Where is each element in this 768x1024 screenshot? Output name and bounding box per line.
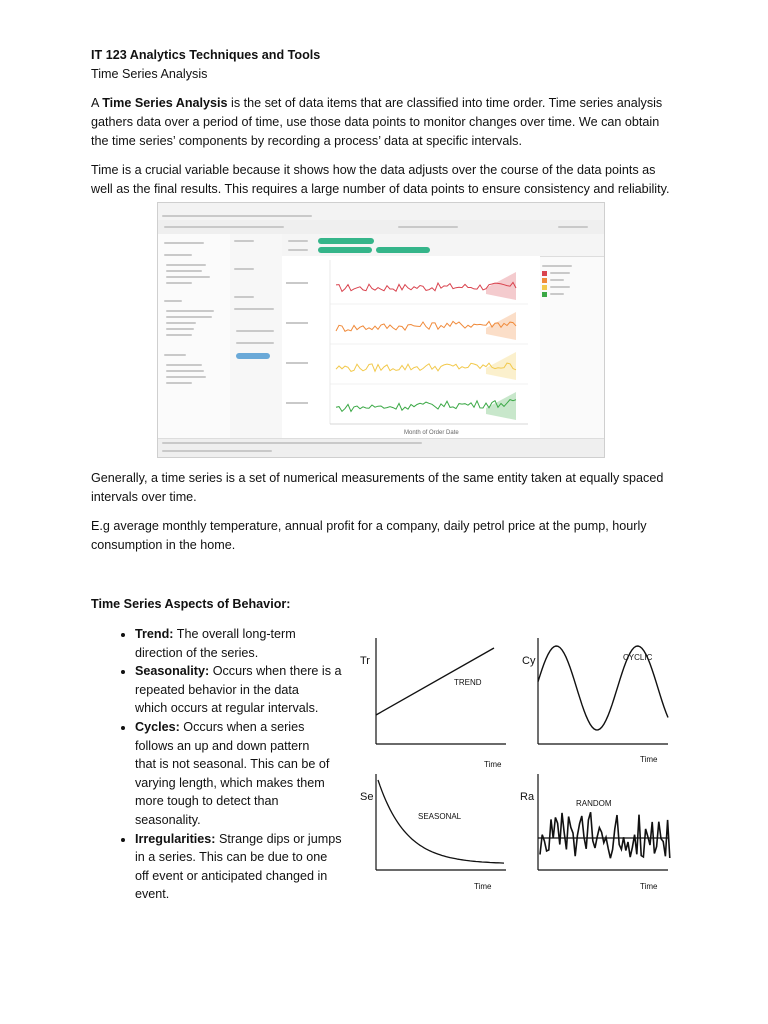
panel-label-high xyxy=(286,322,308,324)
time-line2: well as the final results. This requires a large number of data points to ensure consistency and reliability. xyxy=(91,182,670,196)
order-priority-legend xyxy=(540,263,604,303)
analytics-pane xyxy=(158,234,231,438)
document-subtitle: Time Series Analysis xyxy=(91,67,208,81)
aspect-irregularities: • Irregularities: Strange dips or jumps in a series. This can be due to one off event or anticipated changed in event. xyxy=(135,830,375,904)
marks-pane xyxy=(230,234,283,438)
legend-swatch-low xyxy=(542,292,547,297)
trend-axis-label: Tr xyxy=(360,655,370,667)
aspects-heading: Time Series Aspects of Behavior: xyxy=(91,597,291,611)
panel-label-low xyxy=(286,402,308,404)
legend-swatch-high xyxy=(542,278,547,283)
sheet-tabs-bar xyxy=(158,438,604,458)
aspect-trend: • Trend: The overall long-term direction of the series. xyxy=(135,625,375,662)
trend-label: TREND xyxy=(454,678,482,687)
intro-line3: the time series’ components by recording a process’ data at specific intervals. xyxy=(91,134,522,148)
forecast-chart xyxy=(282,256,540,438)
aspects-list xyxy=(108,625,375,904)
time-paragraph xyxy=(91,161,681,199)
legend-swatch-critical xyxy=(542,271,547,276)
random-diagram xyxy=(520,774,670,891)
intro-paragraph xyxy=(91,94,681,151)
menu-bar xyxy=(158,212,604,220)
general-line1: Generally, a time series is a set of numerical measurements of the same entity taken at equally spaced xyxy=(91,471,664,485)
example-paragraph xyxy=(91,517,681,555)
forecast-band-high xyxy=(486,312,516,340)
random-time-label: Time xyxy=(640,882,658,891)
forecast-band-critical xyxy=(486,272,516,300)
cyclic-time-label: Time xyxy=(640,755,658,764)
seasonal-diagram xyxy=(360,774,506,891)
general-paragraph xyxy=(91,469,681,507)
intro-line1-rest: is the set of data items that are classified into time order. Time series analysis xyxy=(227,96,663,110)
x-axis-label: Month of Order Date xyxy=(404,430,459,436)
course-title: IT 123 Analytics Techniques and Tools xyxy=(91,48,321,62)
aspect-seasonality: • Seasonality: Occurs when there is a repeated behavior in the data which occurs at regular intervals. xyxy=(135,662,375,718)
shelves xyxy=(282,234,604,257)
legend-swatch-medium xyxy=(542,285,547,290)
cyclic-label: CYCLIC xyxy=(623,653,653,662)
example-line1: E.g average monthly temperature, annual profit for a company, daily petrol price at the pump, hourly xyxy=(91,519,647,533)
tableau-screenshot xyxy=(157,202,605,458)
trend-diagram xyxy=(360,638,506,769)
aspect-cycles: • Cycles: Occurs when a series follows an up and down pattern that is not seasonal. This can be of varying length, which makes them more tough to detect than seasonality. xyxy=(135,718,375,830)
panel-label-critical xyxy=(286,282,308,284)
random-label: RANDOM xyxy=(576,799,612,808)
example-line2: consumption in the home. xyxy=(91,538,236,552)
toolbar xyxy=(158,220,604,235)
intro-lead: A xyxy=(91,96,103,110)
seasonal-time-label: Time xyxy=(474,882,492,891)
trend-time-label: Time xyxy=(484,760,502,769)
seasonal-axis-label: Se xyxy=(360,791,374,803)
intro-term: Time Series Analysis xyxy=(102,96,228,110)
panel-label-medium xyxy=(286,362,308,364)
cyclic-axis-label: Cy xyxy=(522,655,536,667)
window-titlebar xyxy=(158,203,604,212)
cyclic-diagram xyxy=(522,638,668,764)
seasonal-label: SEASONAL xyxy=(418,812,462,821)
behavior-diagrams xyxy=(356,612,682,904)
random-axis-label: Ra xyxy=(520,791,535,803)
intro-line2: gathers data over a period of time, use those data points to monitor changes over time. We can obtain xyxy=(91,115,660,129)
time-line1: Time is a crucial variable because it shows how the data adjusts over the course of the data points as xyxy=(91,163,656,177)
general-line2: intervals over time. xyxy=(91,490,197,504)
